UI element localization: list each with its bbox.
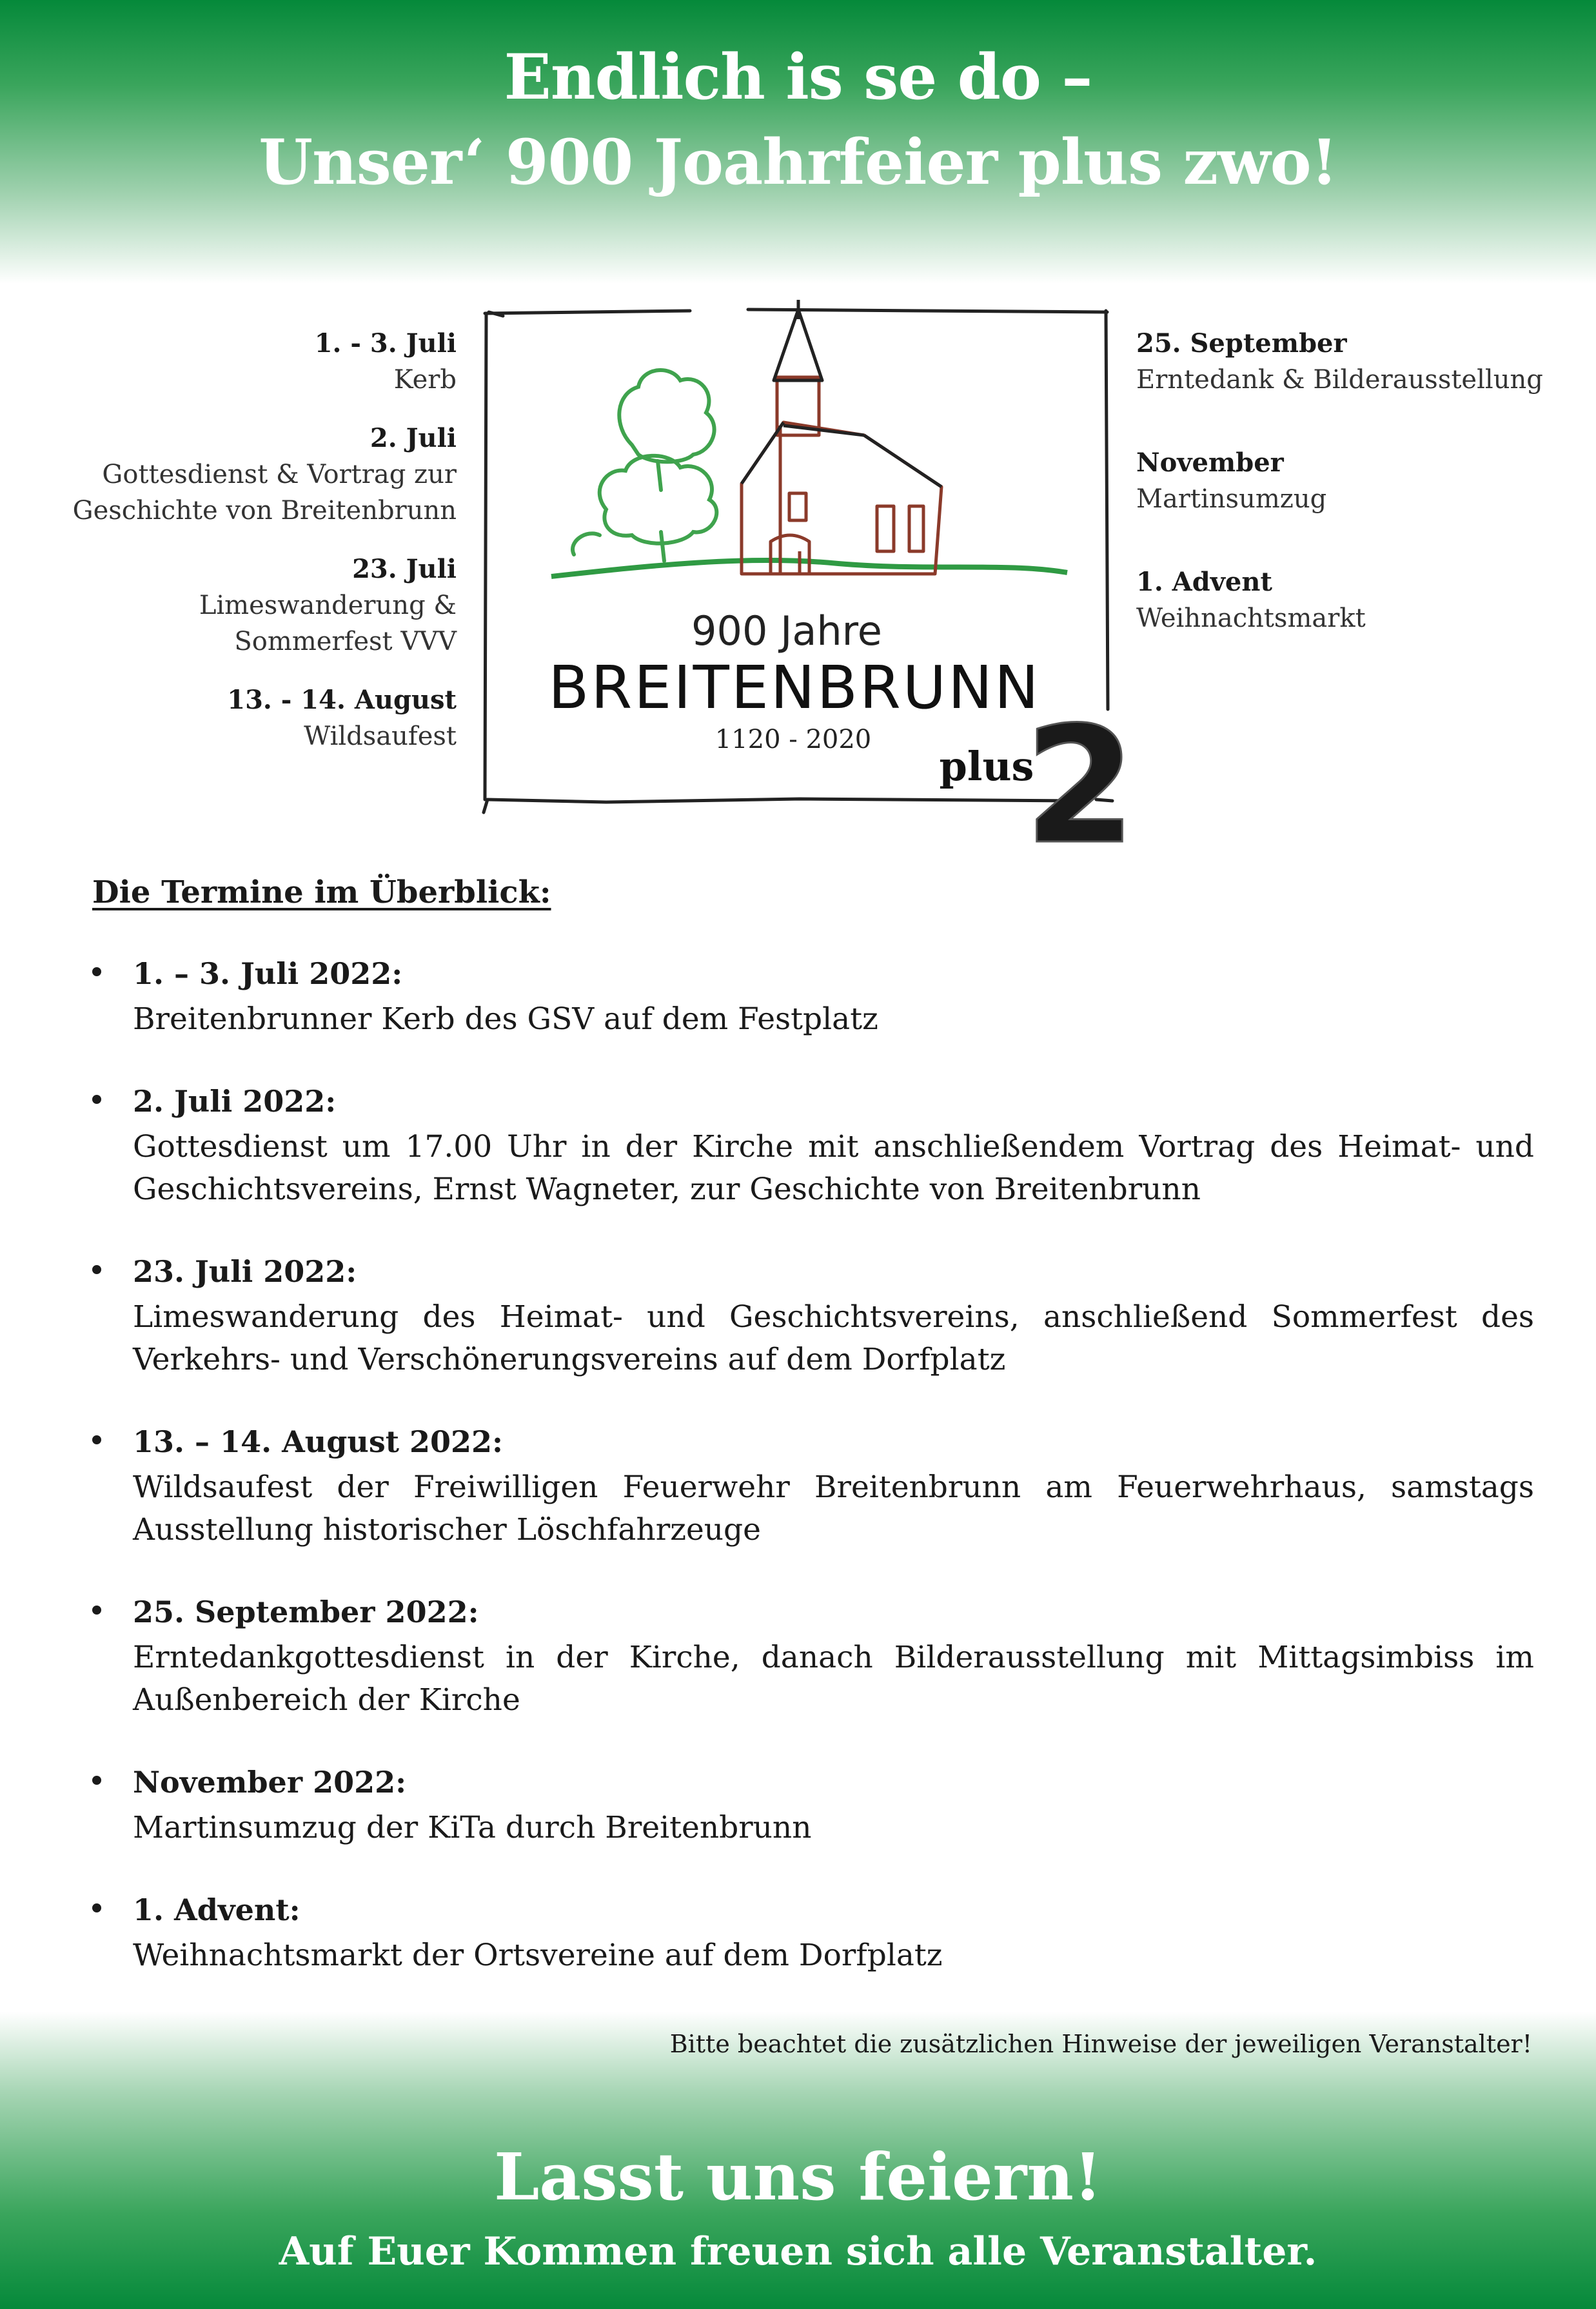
logo-years-label: 900 Jahre: [691, 607, 882, 654]
right-schedule-item: [1136, 564, 1549, 636]
schedule-desc: Gottesdienst & Vortrag zur: [102, 460, 457, 489]
church-icon: [742, 377, 941, 574]
headline-line-1: Endlich is se do –: [504, 41, 1092, 113]
bullet-icon: [92, 1095, 101, 1104]
bullet-icon: [92, 1606, 101, 1615]
logo-plus: plus: [939, 743, 1034, 790]
left-schedule-item: [52, 682, 457, 754]
schedule-desc: Sommerfest VVV: [234, 627, 457, 656]
event-description: Martinsumzug der KiTa durch Breitenbrunn: [133, 1810, 812, 1845]
schedule-date: 1. Advent: [1136, 567, 1272, 597]
left-schedule-item: [52, 420, 457, 529]
organizer-note: Bitte beachtet die zusätzlichen Hinweise der jeweiligen Veranstalter!: [669, 2030, 1532, 2058]
schedule-date: 1. - 3. Juli: [314, 328, 457, 359]
right-schedule-item: [1136, 326, 1549, 398]
anniversary-logo: [477, 297, 1180, 851]
bullet-icon: [92, 1265, 101, 1274]
event-date: 2. Juli 2022:: [133, 1084, 337, 1119]
schedule-date: 13. - 14. August: [227, 685, 457, 715]
event-description: Erntedankgottesdienst in der Kirche, danach Bilderausstellung mit Mittagsimbiss im Außenbereich der Kirche: [133, 1640, 1534, 1718]
closing-subline: Auf Euer Kommen freuen sich alle Veranstalter.: [279, 2229, 1317, 2274]
bullet-icon: [92, 1903, 101, 1912]
event-date: 1. Advent:: [133, 1892, 300, 1927]
schedule-desc: Wildsaufest: [304, 722, 457, 751]
schedule-date: November: [1136, 447, 1284, 478]
schedule-desc: Erntedank & Bilderausstellung: [1136, 365, 1543, 395]
schedule-desc: Martinsumzug: [1136, 484, 1327, 514]
event-description: Breitenbrunner Kerb des GSV auf dem Festplatz: [133, 1001, 878, 1037]
schedule-desc: Limeswanderung &: [199, 591, 457, 620]
tree-icon: [573, 370, 716, 561]
bullet-icon: [92, 967, 101, 976]
bullet-icon: [92, 1435, 101, 1444]
bullet-icon: [92, 1776, 101, 1785]
event-date: 13. – 14. August 2022:: [133, 1424, 504, 1459]
event-date: 1. – 3. Juli 2022:: [133, 956, 403, 991]
schedule-desc: Kerb: [393, 365, 457, 395]
event-date: 23. Juli 2022:: [133, 1254, 357, 1289]
event-description: Gottesdienst um 17.00 Uhr in der Kirche mit anschließendem Vortrag des Heimat- und Geschichtsvereins, Ernst Wagneter, zur Geschichte von Breitenbrunn: [133, 1129, 1534, 1207]
schedule-desc: Geschichte von Breitenbrunn: [72, 496, 457, 526]
overview-title: Die Termine im Überblick:: [92, 874, 551, 910]
church-roof-icon: [742, 300, 941, 487]
logo-two: 2: [1024, 692, 1136, 851]
right-schedule-item: [1136, 445, 1549, 517]
closing-headline: Lasst uns feiern!: [494, 2139, 1102, 2215]
event-description: Wildsaufest der Freiwilligen Feuerwehr Breitenbrunn am Feuerwehrhaus, samstags Ausstellung historischer Löschfahrzeuge: [133, 1469, 1534, 1548]
schedule-date: 25. September: [1136, 328, 1347, 359]
logo-artwork: [477, 297, 1180, 851]
event-date: November 2022:: [133, 1765, 407, 1800]
headline-line-2: Unser‘ 900 Joahrfeier plus zwo!: [259, 126, 1337, 199]
event-description: Limeswanderung des Heimat- und Geschichtsvereins, anschließend Sommerfest des Verkehrs- und Verschönerungsvereins auf dem Dorfplatz: [133, 1299, 1534, 1377]
left-schedule-item: [52, 326, 457, 398]
event-description: Weihnachtsmarkt der Ortsvereine auf dem Dorfplatz: [133, 1938, 943, 1973]
schedule-date: 23. Juli: [352, 554, 457, 584]
schedule-date: 2. Juli: [369, 423, 457, 453]
left-schedule-item: [52, 551, 457, 660]
logo-year-span: 1120 - 2020: [714, 725, 872, 754]
event-date: 25. September 2022:: [133, 1595, 479, 1629]
logo-town-name: BREITENBRUNN: [548, 653, 1041, 722]
schedule-desc: Weihnachtsmarkt: [1136, 604, 1366, 633]
